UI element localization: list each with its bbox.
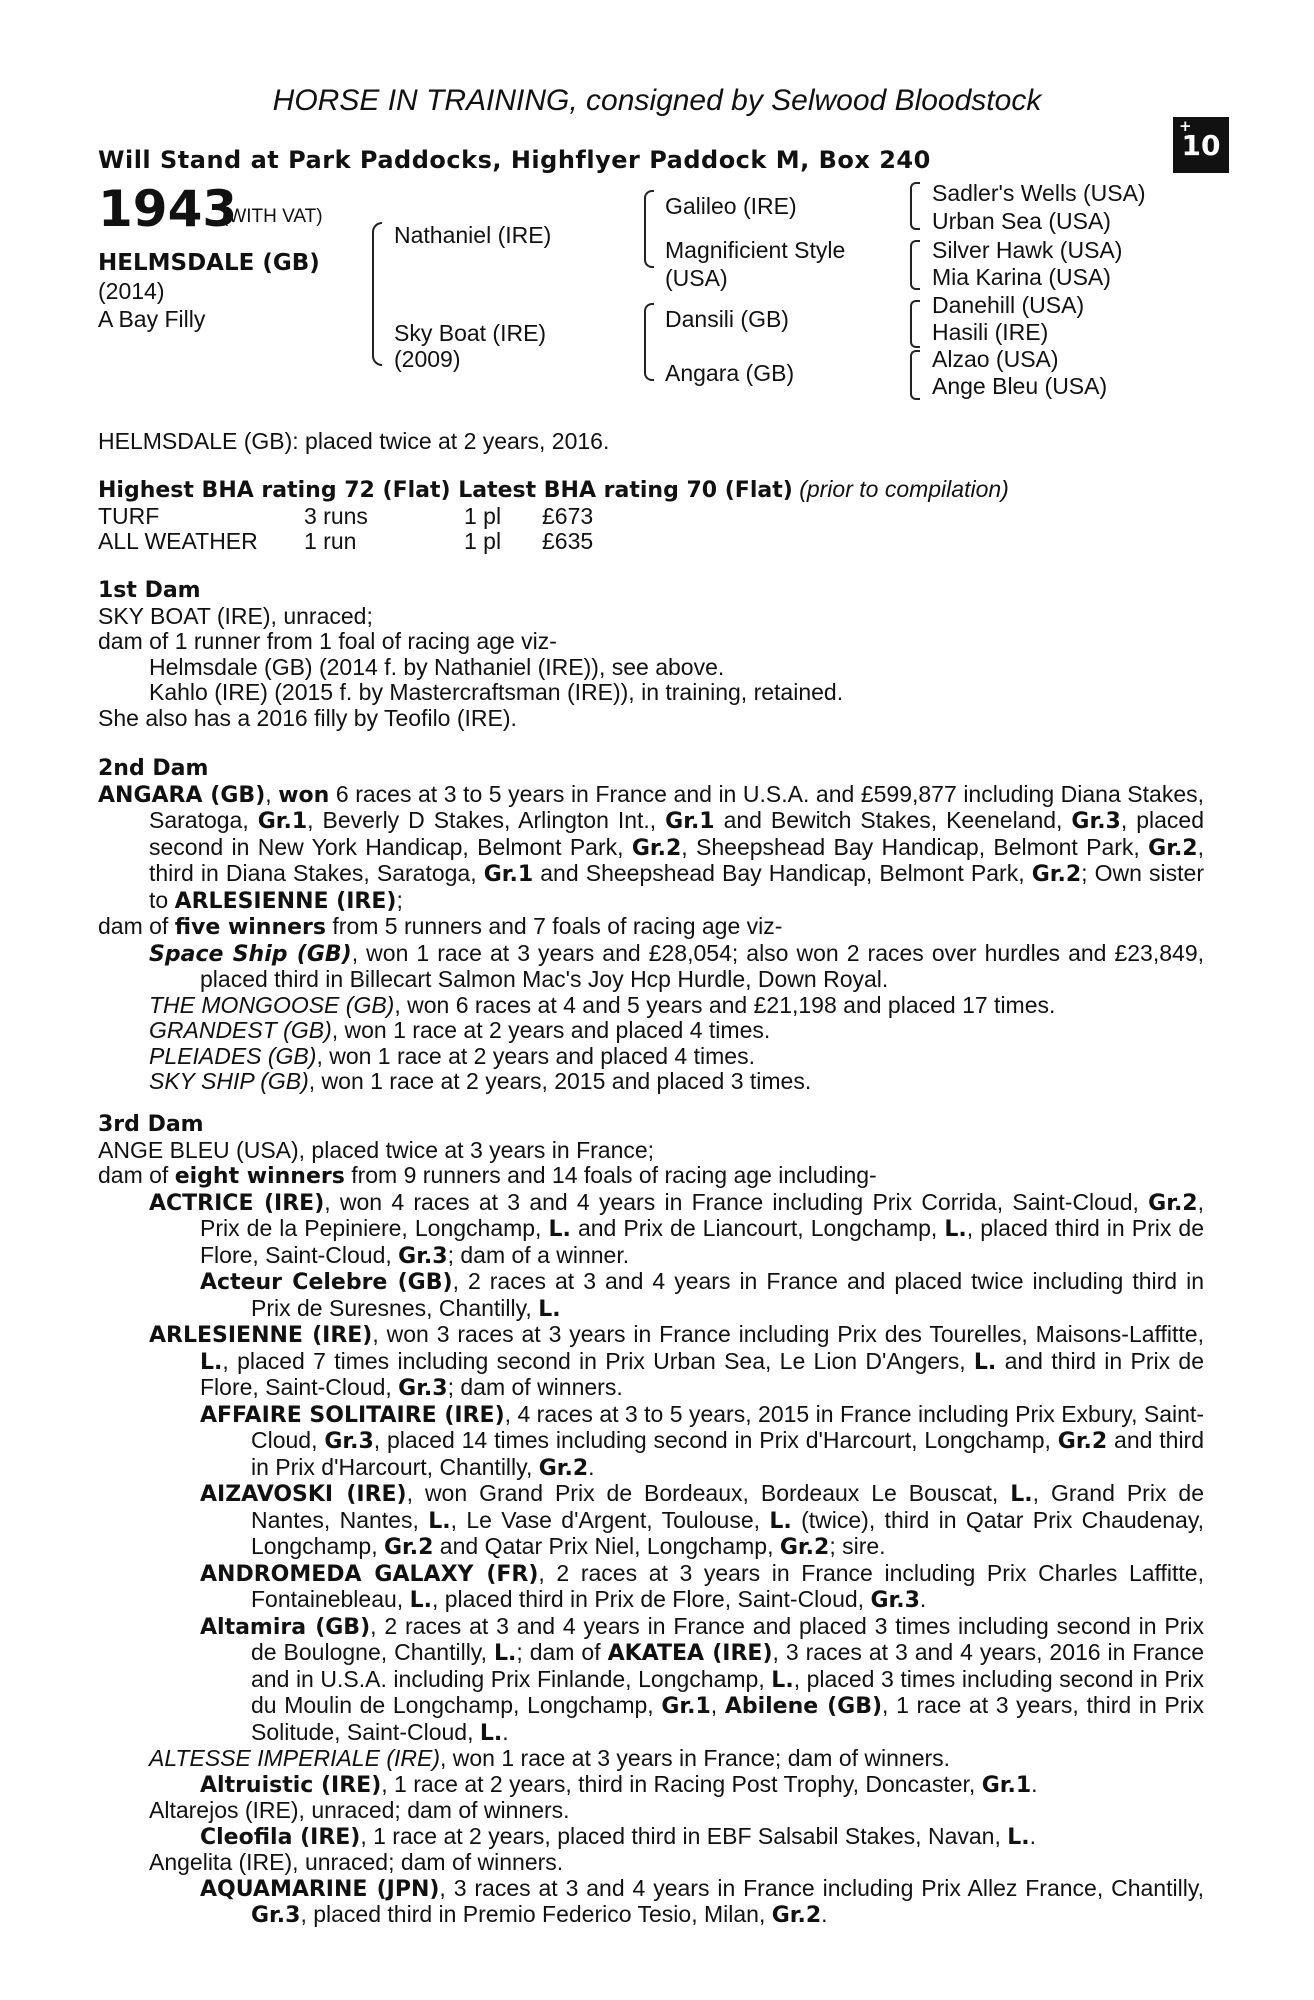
badge-number: 10 — [1181, 128, 1221, 162]
third-dam-section — [98, 1112, 1204, 1929]
grade-badge: Gr.2 — [779, 1535, 830, 1560]
grade-badge: Gr.3 — [398, 1243, 448, 1269]
grade-badge: L. — [769, 1508, 792, 1534]
produce-entry: ANDROMEDA GALAXY (FR), 2 races at 3 years in France including Prix Charles Laffitte, Fontainebleau, L., placed third in Prix de Flore, Saint-Cloud, Gr.3. — [200, 1559, 1204, 1613]
produce-entry: Space Ship (GB), won 1 race at 3 years and £28,054; also won 2 races over hurdles and £23,849, placed third in Billecart Salmon Mac's Joy Hcp Hurdle, Down Royal. — [149, 939, 1205, 992]
horse-name: HELMSDALE (GB) — [98, 250, 320, 276]
produce-entry: AIZAVOSKI (IRE), won Grand Prix de Bordeaux, Bordeaux Le Bouscat, L., Grand Prix de Nantes, Nantes, L., Le Vase d'Argent, Toulouse, L. (twice), third in Qatar Prix Chaudenay, Longchamp, Gr.2 and Qatar Prix Niel, Longchamp, Gr.2; sire. — [200, 1480, 1205, 1560]
perf-placed: 1 pl — [464, 502, 502, 529]
grade-badge: L. — [1010, 1482, 1033, 1507]
winners-count: eight winners — [174, 1164, 345, 1189]
grade-badge: L. — [200, 1349, 223, 1375]
produce-entry: Altamira (GB), 2 races at 3 and 4 years in France and placed 3 times including second in Prix de Boulogne, Chantilly, L.; dam of AKATEA (IRE), 3 races at 3 and 4 years, 2016 in France and in U.S.A. including Prix Finlande, Longchamp, L., placed 3 times including second in Prix du Moulin de Longchamp, Longchamp, Gr.1, Abilene (GB), 1 race at 3 years, third in Prix Solitude, Saint-Cloud, L.. — [200, 1612, 1205, 1746]
rating-text: Highest BHA rating 72 (Flat) Latest BHA rating 70 (Flat) — [98, 478, 793, 503]
perf-earnings: £673 — [542, 502, 594, 529]
produce-entry: Altarejos (IRE), unraced; dam of winners. — [149, 1797, 570, 1823]
pedigree-sire-sire: Galileo (IRE) — [665, 193, 797, 219]
first-dam-produce: Kahlo (IRE) (2015 f. by Mastercraftsman (IRE)), in training, retained. — [149, 679, 844, 705]
pedigree-dam-dam: Angara (GB) — [665, 360, 795, 386]
first-dam-heading: 1st Dam — [98, 578, 201, 603]
winners-count: five winners — [174, 915, 327, 940]
grade-badge: Gr.2 — [1148, 835, 1198, 861]
pedigree-dam-year: (2009) — [394, 346, 461, 372]
grade-badge: Gr.2 — [1148, 1190, 1198, 1216]
table-row — [98, 504, 593, 530]
pedigree-dam: Sky Boat (IRE) — [394, 320, 547, 346]
pedigree-gen3-6: Hasili (IRE) — [932, 319, 1049, 345]
pedigree-gen3-8: Ange Bleu (USA) — [932, 373, 1108, 399]
won-label: won — [278, 782, 330, 808]
pedigree-brace-g2 — [910, 240, 920, 290]
grade-badge: Gr.2 — [631, 835, 682, 861]
grade-badge: Gr.1 — [661, 1694, 711, 1719]
second-dam-produce-intro: dam of five winners from 5 runners and 7 foals of racing age viz- — [98, 913, 783, 940]
lot-number: 1943 — [98, 180, 238, 238]
pedigree-brace-main — [372, 222, 382, 366]
page-header-title: HORSE IN TRAINING, consigned by Selwood Bloodstock — [272, 84, 1042, 117]
pedigree-brace-dam — [644, 303, 654, 381]
grade-badge: Gr.1 — [981, 1772, 1032, 1798]
pedigree-gen3-2: Urban Sea (USA) — [932, 208, 1111, 234]
grade-badge: L. — [538, 1296, 561, 1322]
produce-entry: PLEIADES (GB), won 1 race at 2 years and placed 4 times. — [149, 1042, 755, 1069]
first-dam-section — [98, 578, 1204, 731]
grade-badge: L. — [771, 1667, 794, 1693]
grade-badge: Gr.1 — [257, 809, 308, 834]
horse-description: A Bay Filly — [98, 306, 206, 332]
rating-note: (prior to compilation) — [799, 476, 1009, 502]
produce-entry: ALTESSE IMPERIALE (IRE), won 1 race at 3 years in France; dam of winners. — [149, 1745, 951, 1771]
produce-entry: Acteur Celebre (GB), 2 races at 3 and 4 years in France and placed twice including third in Prix de Suresnes, Chantilly, L. — [200, 1268, 1204, 1322]
grade-badge: L. — [428, 1508, 451, 1534]
first-dam-line: SKY BOAT (IRE), unraced; — [98, 602, 373, 629]
horse-summary: HELMSDALE (GB): placed twice at 2 years, 2016. — [98, 428, 610, 454]
dam-name: ANGARA (GB) — [98, 782, 266, 808]
second-dam-section — [98, 756, 1204, 1095]
grade-badge: L. — [479, 1720, 503, 1746]
pedigree-brace-g1 — [910, 182, 920, 230]
grade-badge: L. — [944, 1217, 967, 1242]
grade-badge: Gr.2 — [1031, 862, 1082, 887]
third-dam-heading: 3rd Dam — [98, 1112, 204, 1137]
first-dam-produce: Helmsdale (GB) (2014 f. by Nathaniel (IRE)), see above. — [149, 653, 725, 680]
pedigree-dam-sire: Dansili (GB) — [665, 306, 789, 332]
grade-badge: Gr.2 — [383, 1535, 434, 1560]
grade-badge: L. — [973, 1349, 997, 1375]
grade-badge: L. — [493, 1641, 517, 1666]
page-number-badge — [1173, 117, 1229, 173]
rating-line — [98, 477, 1204, 504]
produce-entry: Angelita (IRE), unraced; dam of winners. — [149, 1849, 564, 1875]
perf-runs: 3 runs — [304, 502, 368, 529]
produce-entry: AFFAIRE SOLITAIRE (IRE), 4 races at 3 to 5 years, 2015 in France including Prix Exbury, Saint-Cloud, Gr.3, placed 14 times including second in Prix d'Harcourt, Longchamp, Gr.2 and third in Prix d'Harcourt, Chantilly, Gr.2. — [200, 1400, 1205, 1481]
pedigree-brace-g4 — [910, 350, 920, 400]
grade-badge: L. — [1007, 1824, 1030, 1850]
grade-badge: Gr.1 — [665, 809, 715, 834]
perf-placed: 1 pl — [464, 528, 502, 554]
produce-entry: SKY SHIP (GB), won 1 race at 2 years, 2015 and placed 3 times. — [149, 1068, 812, 1094]
perf-surface: TURF — [98, 502, 160, 529]
produce-entry: ARLESIENNE (IRE), won 3 races at 3 years in France including Prix des Tourelles, Maisons-Laffitte, L., placed 7 times including second in Prix Urban Sea, Le Lion D'Angers, L. and third in Prix de Flore, Saint-Cloud, Gr.3; dam of winners. — [149, 1321, 1204, 1401]
pedigree-gen3-4: Mia Karina (USA) — [932, 264, 1111, 290]
grade-badge: Gr.3 — [870, 1588, 920, 1613]
produce-entry: THE MONGOOSE (GB), won 6 races at 4 and 5 years and £21,198 and placed 17 times. — [149, 991, 1056, 1018]
second-dam-heading: 2nd Dam — [98, 756, 209, 781]
produce-entry: GRANDEST (GB), won 1 race at 2 years and placed 4 times. — [149, 1017, 771, 1043]
pedigree-brace-g3 — [910, 300, 920, 348]
badge-plus-mark: + — [1179, 117, 1192, 135]
first-dam-line: dam of 1 runner from 1 foal of racing age viz- — [98, 628, 557, 654]
lot-vat-note: (WITH VAT) — [222, 206, 323, 227]
grade-badge: Gr.3 — [398, 1376, 448, 1401]
pedigree-sire: Nathaniel (IRE) — [394, 222, 552, 248]
pedigree-sire-dam-line2: (USA) — [665, 265, 728, 291]
pedigree-gen3-7: Alzao (USA) — [932, 346, 1059, 372]
pedigree-gen3-5: Danehill (USA) — [932, 292, 1085, 318]
produce-entry: AQUAMARINE (JPN), 3 races at 3 and 4 years in France including Prix Allez France, Chantilly, Gr.3, placed third in Premio Federico Tesio, Milan, Gr.2. — [200, 1874, 1204, 1928]
third-dam-produce-intro: dam of eight winners from 9 runners and 14 foals of racing age including- — [98, 1162, 877, 1189]
grade-badge: Gr.3 — [1071, 809, 1121, 834]
grade-badge: Gr.2 — [1057, 1429, 1108, 1454]
pedigree-gen3-3: Silver Hawk (USA) — [932, 237, 1123, 263]
pedigree-sire-dam-line1: Magnificient Style — [665, 237, 846, 263]
produce-entry: ACTRICE (IRE), won 4 races at 3 and 4 years in France including Prix Corrida, Saint-Cloud, Gr.2, Prix de la Pepiniere, Longchamp, L. and Prix de Liancourt, Longchamp, L., placed third in Prix de Flore, Saint-Cloud, Gr.3; dam of a winner. — [149, 1188, 1204, 1269]
grade-badge: L. — [548, 1217, 571, 1242]
grade-badge: Gr.2 — [538, 1455, 589, 1481]
produce-entry: Altruistic (IRE), 1 race at 2 years, third in Racing Post Trophy, Doncaster, Gr.1. — [200, 1770, 1038, 1798]
perf-surface: ALL WEATHER — [98, 528, 258, 554]
grade-badge: Gr.3 — [251, 1903, 301, 1928]
sister-name: ARLESIENNE (IRE) — [174, 888, 397, 914]
horse-year: (2014) — [98, 278, 165, 304]
pedigree-brace-sire — [644, 190, 654, 268]
performance-table — [98, 504, 593, 555]
pedigree-gen3-1: Sadler's Wells (USA) — [932, 180, 1146, 206]
third-dam-line: ANGE BLEU (USA), placed twice at 3 years in France; — [98, 1136, 655, 1163]
grade-badge: L. — [409, 1588, 432, 1613]
perf-runs: 1 run — [304, 528, 357, 554]
produce-entry: Cleofila (IRE), 1 race at 2 years, placed third in EBF Salsabil Stakes, Navan, L.. — [200, 1822, 1036, 1850]
grade-badge: Gr.2 — [771, 1903, 822, 1928]
stand-location: Will Stand at Park Paddocks, Highflyer Paddock M, Box 240 — [98, 146, 931, 174]
perf-earnings: £635 — [542, 528, 594, 554]
table-row — [98, 529, 593, 555]
grade-badge: Gr.1 — [483, 862, 534, 887]
rating-section — [98, 477, 1204, 555]
grade-badge: Gr.3 — [324, 1429, 374, 1454]
second-dam-record: ANGARA (GB), won 6 races at 3 to 5 years in France and in U.S.A. and £599,877 including Diana Stakes, Saratoga, Gr.1, Beverly D Stakes, Arlington Int., Gr.1 and Bewitch Stakes, Keeneland, Gr.3, placed second in New York Handicap, Belmont Park, Gr.2, Sheepshead Bay Handicap, Belmont Park, Gr.2, third in Diana Stakes, Saratoga, Gr.1 and Sheepshead Bay Handicap, Belmont Park, Gr.2; Own sister to ARLESIENNE (IRE); — [98, 780, 1205, 914]
first-dam-line: She also has a 2016 filly by Teofilo (IRE). — [98, 704, 517, 731]
